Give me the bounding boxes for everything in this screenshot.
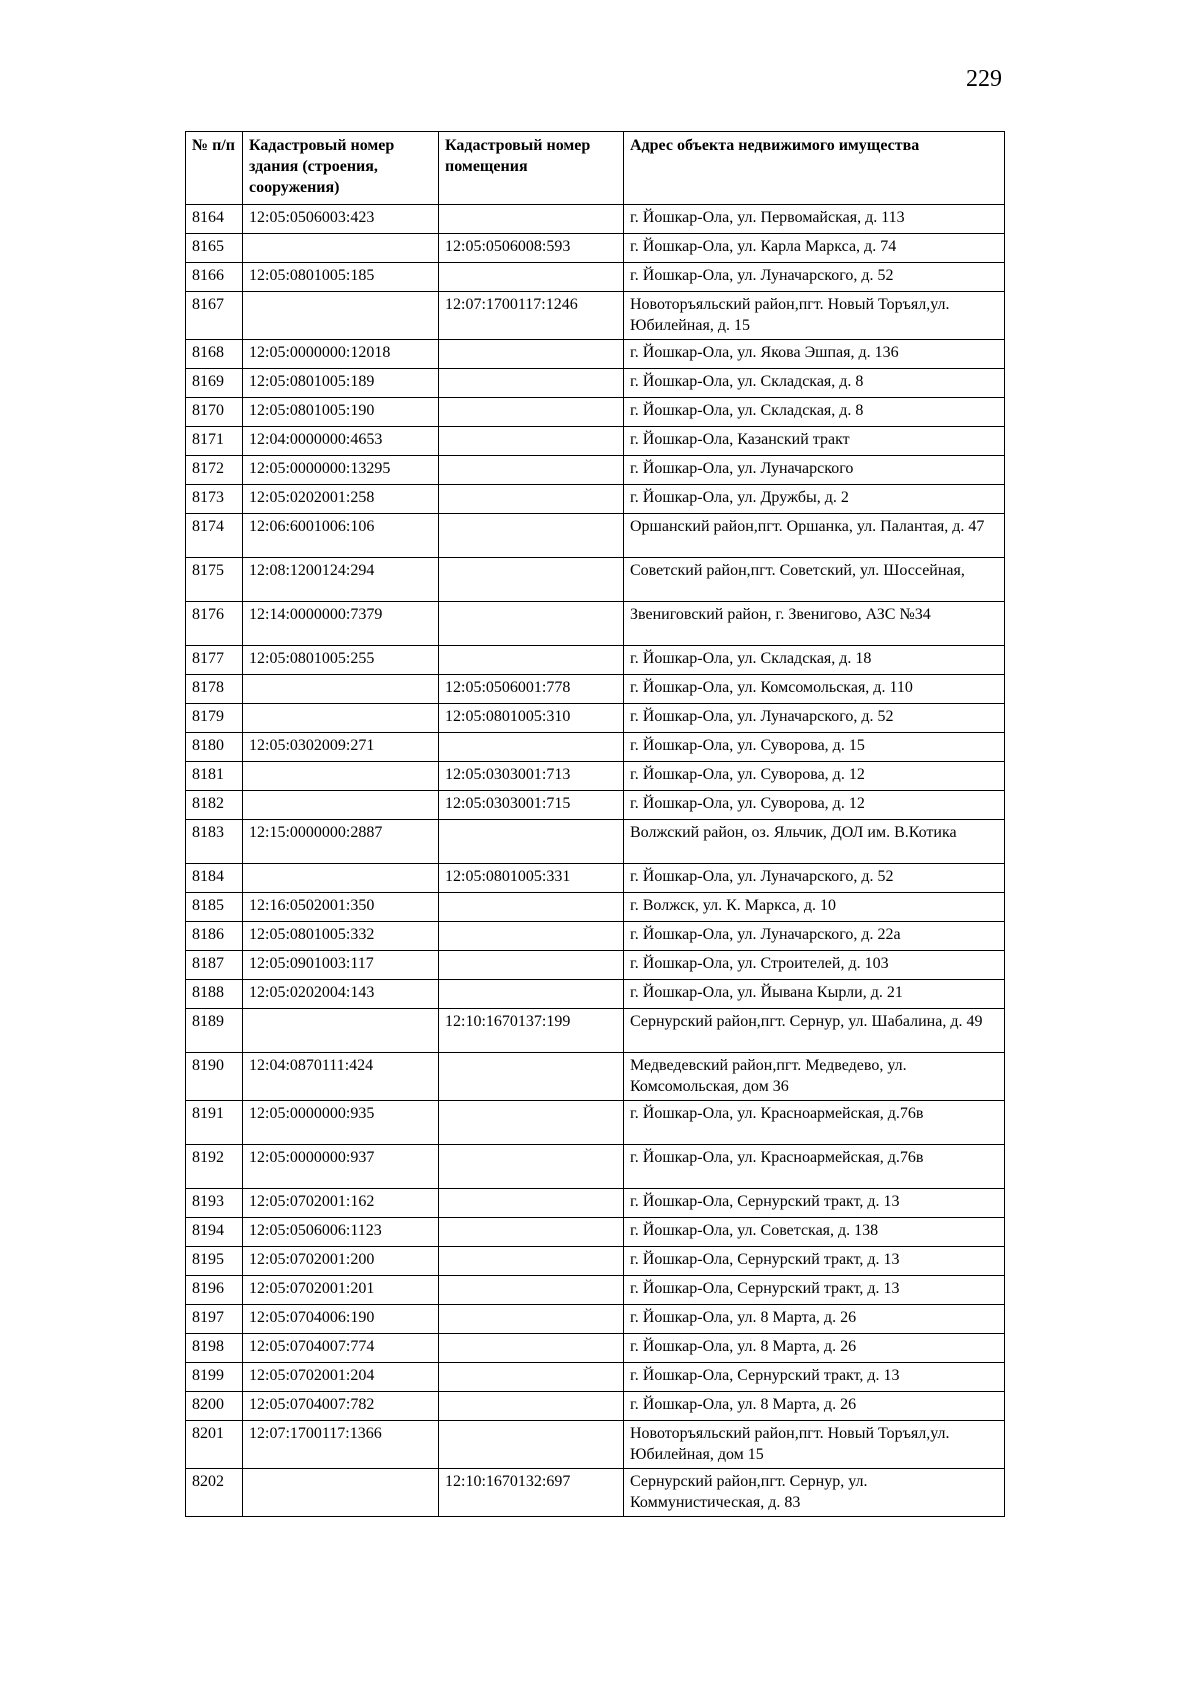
room-cadastral-number: [439, 1421, 624, 1469]
table-row: [186, 292, 1005, 340]
table-body: [186, 205, 1005, 1517]
room-cadastral-number: [439, 1189, 624, 1218]
row-number: 8164: [186, 205, 243, 234]
room-cadastral-number: [439, 733, 624, 762]
table-row: [186, 1276, 1005, 1305]
table-row: [186, 205, 1005, 234]
property-address: г. Йошкар-Ола, ул. Суворова, д. 15: [624, 733, 1005, 762]
property-address: Советский район,пгт. Советский, ул. Шоссейная,: [624, 558, 1005, 602]
building-cadastral-number: 12:08:1200124:294: [243, 558, 439, 602]
property-address: г. Йошкар-Ола, Сернурский тракт, д. 13: [624, 1363, 1005, 1392]
building-cadastral-number: 12:05:0704006:190: [243, 1305, 439, 1334]
page-number: 229: [966, 66, 1002, 92]
row-number: 8175: [186, 558, 243, 602]
building-cadastral-number: 12:04:0870111:424: [243, 1053, 439, 1101]
property-address: г. Йошкар-Ола, Казанский тракт: [624, 427, 1005, 456]
table-header-row: [186, 132, 1005, 205]
table-row: [186, 1305, 1005, 1334]
row-number: 8199: [186, 1363, 243, 1392]
property-address: г. Йошкар-Ола, ул. 8 Марта, д. 26: [624, 1305, 1005, 1334]
building-cadastral-number: 12:05:0801005:185: [243, 263, 439, 292]
table-row: [186, 922, 1005, 951]
row-number: 8182: [186, 791, 243, 820]
room-cadastral-number: [439, 980, 624, 1009]
table-row: [186, 675, 1005, 704]
room-cadastral-number: [439, 369, 624, 398]
room-cadastral-number: [439, 485, 624, 514]
room-cadastral-number: [439, 1247, 624, 1276]
building-cadastral-number: 12:07:1700117:1366: [243, 1421, 439, 1469]
building-cadastral-number: 12:05:0702001:204: [243, 1363, 439, 1392]
row-number: 8184: [186, 864, 243, 893]
building-cadastral-number: 12:05:0000000:935: [243, 1101, 439, 1145]
row-number: 8201: [186, 1421, 243, 1469]
building-cadastral-number: [243, 762, 439, 791]
table-row: [186, 456, 1005, 485]
building-cadastral-number: 12:05:0801005:255: [243, 646, 439, 675]
property-address: г. Йошкар-Ола, ул. Красноармейская, д.76в: [624, 1101, 1005, 1145]
room-cadastral-number: 12:10:1670132:697: [439, 1469, 624, 1517]
room-cadastral-number: 12:07:1700117:1246: [439, 292, 624, 340]
property-address: Новоторъяльский район,пгт. Новый Торъял,ул. Юбилейная, дом 15: [624, 1421, 1005, 1469]
property-address: г. Йошкар-Ола, ул. 8 Марта, д. 26: [624, 1334, 1005, 1363]
property-address: Сернурский район,пгт. Сернур, ул. Шабалина, д. 49: [624, 1009, 1005, 1053]
table-row: [186, 1145, 1005, 1189]
row-number: 8179: [186, 704, 243, 733]
property-address: г. Йошкар-Ола, ул. Луначарского, д. 22а: [624, 922, 1005, 951]
property-address: г. Йошкар-Ола, ул. Суворова, д. 12: [624, 762, 1005, 791]
building-cadastral-number: 12:14:0000000:7379: [243, 602, 439, 646]
property-address: г. Йошкар-Ола, ул. Строителей, д. 103: [624, 951, 1005, 980]
table-row: [186, 864, 1005, 893]
row-number: 8185: [186, 893, 243, 922]
property-address: г. Йошкар-Ола, ул. Первомайская, д. 113: [624, 205, 1005, 234]
building-cadastral-number: 12:05:0801005:332: [243, 922, 439, 951]
header-building-cadastral: Кадастровый номер здания (строения, сооружения): [243, 132, 439, 205]
building-cadastral-number: [243, 704, 439, 733]
room-cadastral-number: 12:05:0303001:713: [439, 762, 624, 791]
room-cadastral-number: [439, 1276, 624, 1305]
row-number: 8177: [186, 646, 243, 675]
property-address: г. Йошкар-Ола, ул. Карла Маркса, д. 74: [624, 234, 1005, 263]
row-number: 8173: [186, 485, 243, 514]
room-cadastral-number: 12:05:0506008:593: [439, 234, 624, 263]
row-number: 8183: [186, 820, 243, 864]
property-address: Сернурский район,пгт. Сернур, ул. Коммунистическая, д. 83: [624, 1469, 1005, 1517]
property-address: г. Йошкар-Ола, Сернурский тракт, д. 13: [624, 1189, 1005, 1218]
row-number: 8200: [186, 1392, 243, 1421]
table-row: [186, 602, 1005, 646]
row-number: 8174: [186, 514, 243, 558]
property-address: г. Йошкар-Ола, ул. Луначарского: [624, 456, 1005, 485]
property-address: Медведевский район,пгт. Медведево, ул. Комсомольская, дом 36: [624, 1053, 1005, 1101]
building-cadastral-number: [243, 234, 439, 263]
room-cadastral-number: [439, 922, 624, 951]
room-cadastral-number: [439, 1145, 624, 1189]
table-row: [186, 1421, 1005, 1469]
row-number: 8172: [186, 456, 243, 485]
table-row: [186, 646, 1005, 675]
table-row: [186, 1334, 1005, 1363]
row-number: 8202: [186, 1469, 243, 1517]
room-cadastral-number: [439, 558, 624, 602]
building-cadastral-number: [243, 791, 439, 820]
row-number: 8168: [186, 340, 243, 369]
row-number: 8178: [186, 675, 243, 704]
table-row: [186, 762, 1005, 791]
building-cadastral-number: 12:05:0000000:12018: [243, 340, 439, 369]
room-cadastral-number: [439, 893, 624, 922]
table-row: [186, 427, 1005, 456]
property-address: г. Йошкар-Ола, ул. Комсомольская, д. 110: [624, 675, 1005, 704]
property-address: г. Йошкар-Ола, ул. Складская, д. 18: [624, 646, 1005, 675]
room-cadastral-number: [439, 514, 624, 558]
table-row: [186, 369, 1005, 398]
room-cadastral-number: [439, 602, 624, 646]
building-cadastral-number: [243, 292, 439, 340]
room-cadastral-number: 12:10:1670137:199: [439, 1009, 624, 1053]
row-number: 8180: [186, 733, 243, 762]
row-number: 8198: [186, 1334, 243, 1363]
row-number: 8197: [186, 1305, 243, 1334]
property-address: г. Йошкар-Ола, Сернурский тракт, д. 13: [624, 1276, 1005, 1305]
table-row: [186, 234, 1005, 263]
row-number: 8169: [186, 369, 243, 398]
building-cadastral-number: 12:05:0702001:200: [243, 1247, 439, 1276]
table-row: [186, 514, 1005, 558]
table-row: [186, 263, 1005, 292]
table-row: [186, 485, 1005, 514]
property-address: г. Йошкар-Ола, ул. Советская, д. 138: [624, 1218, 1005, 1247]
building-cadastral-number: 12:15:0000000:2887: [243, 820, 439, 864]
building-cadastral-number: 12:05:0704007:782: [243, 1392, 439, 1421]
header-room-cadastral: Кадастровый номер помещения: [439, 132, 624, 205]
property-address: г. Йошкар-Ола, ул. Якова Эшпая, д. 136: [624, 340, 1005, 369]
room-cadastral-number: 12:05:0506001:778: [439, 675, 624, 704]
room-cadastral-number: [439, 427, 624, 456]
building-cadastral-number: 12:05:0000000:937: [243, 1145, 439, 1189]
building-cadastral-number: 12:05:0801005:189: [243, 369, 439, 398]
row-number: 8187: [186, 951, 243, 980]
building-cadastral-number: 12:05:0506003:423: [243, 205, 439, 234]
room-cadastral-number: [439, 1053, 624, 1101]
property-address: г. Йошкар-Ола, ул. Складская, д. 8: [624, 398, 1005, 427]
property-address: г. Йошкар-Ола, Сернурский тракт, д. 13: [624, 1247, 1005, 1276]
room-cadastral-number: [439, 1363, 624, 1392]
row-number: 8188: [186, 980, 243, 1009]
building-cadastral-number: 12:05:0702001:162: [243, 1189, 439, 1218]
building-cadastral-number: 12:05:0901003:117: [243, 951, 439, 980]
room-cadastral-number: [439, 646, 624, 675]
table-row: [186, 893, 1005, 922]
row-number: 8190: [186, 1053, 243, 1101]
building-cadastral-number: 12:05:0202001:258: [243, 485, 439, 514]
table-row: [186, 558, 1005, 602]
building-cadastral-number: 12:05:0302009:271: [243, 733, 439, 762]
header-address: Адрес объекта недвижимого имущества: [624, 132, 1005, 205]
room-cadastral-number: 12:05:0801005:331: [439, 864, 624, 893]
table-row: [186, 1469, 1005, 1517]
table-row: [186, 340, 1005, 369]
table-row: [186, 1101, 1005, 1145]
room-cadastral-number: [439, 398, 624, 427]
room-cadastral-number: [439, 951, 624, 980]
property-address: г. Йошкар-Ола, ул. Луначарского, д. 52: [624, 704, 1005, 733]
row-number: 8170: [186, 398, 243, 427]
property-address: Волжский район, оз. Яльчик, ДОЛ им. В.Котика: [624, 820, 1005, 864]
row-number: 8194: [186, 1218, 243, 1247]
property-address: г. Йошкар-Ола, ул. Красноармейская, д.76в: [624, 1145, 1005, 1189]
building-cadastral-number: 12:05:0702001:201: [243, 1276, 439, 1305]
building-cadastral-number: 12:16:0502001:350: [243, 893, 439, 922]
table-row: [186, 1247, 1005, 1276]
row-number: 8196: [186, 1276, 243, 1305]
row-number: 8193: [186, 1189, 243, 1218]
room-cadastral-number: 12:05:0801005:310: [439, 704, 624, 733]
table-row: [186, 733, 1005, 762]
table-row: [186, 704, 1005, 733]
table-row: [186, 791, 1005, 820]
table-row: [186, 951, 1005, 980]
row-number: 8165: [186, 234, 243, 263]
property-address: г. Йошкар-Ола, ул. Луначарского, д. 52: [624, 864, 1005, 893]
room-cadastral-number: [439, 1334, 624, 1363]
room-cadastral-number: [439, 456, 624, 485]
room-cadastral-number: [439, 1392, 624, 1421]
building-cadastral-number: 12:06:6001006:106: [243, 514, 439, 558]
building-cadastral-number: [243, 1469, 439, 1517]
property-address: Звениговский район, г. Звенигово, АЗС №34: [624, 602, 1005, 646]
room-cadastral-number: [439, 820, 624, 864]
row-number: 8189: [186, 1009, 243, 1053]
table-row: [186, 820, 1005, 864]
table-row: [186, 398, 1005, 427]
row-number: 8191: [186, 1101, 243, 1145]
row-number: 8171: [186, 427, 243, 456]
row-number: 8176: [186, 602, 243, 646]
row-number: 8181: [186, 762, 243, 791]
row-number: 8192: [186, 1145, 243, 1189]
building-cadastral-number: [243, 675, 439, 704]
property-address: г. Йошкар-Ола, ул. Луначарского, д. 52: [624, 263, 1005, 292]
row-number: 8167: [186, 292, 243, 340]
table-row: [186, 1053, 1005, 1101]
building-cadastral-number: 12:04:0000000:4653: [243, 427, 439, 456]
room-cadastral-number: 12:05:0303001:715: [439, 791, 624, 820]
room-cadastral-number: [439, 263, 624, 292]
building-cadastral-number: 12:05:0202004:143: [243, 980, 439, 1009]
property-address: г. Йошкар-Ола, ул. Суворова, д. 12: [624, 791, 1005, 820]
table-row: [186, 980, 1005, 1009]
building-cadastral-number: 12:05:0704007:774: [243, 1334, 439, 1363]
building-cadastral-number: 12:05:0801005:190: [243, 398, 439, 427]
property-address: г. Волжск, ул. К. Маркса, д. 10: [624, 893, 1005, 922]
property-address: Оршанский район,пгт. Оршанка, ул. Палантая, д. 47: [624, 514, 1005, 558]
property-registry-table: [185, 131, 1005, 1517]
table-row: [186, 1189, 1005, 1218]
building-cadastral-number: [243, 1009, 439, 1053]
table-row: [186, 1218, 1005, 1247]
property-address: г. Йошкар-Ола, ул. Дружбы, д. 2: [624, 485, 1005, 514]
table-row: [186, 1009, 1005, 1053]
building-cadastral-number: 12:05:0506006:1123: [243, 1218, 439, 1247]
table-row: [186, 1363, 1005, 1392]
row-number: 8166: [186, 263, 243, 292]
row-number: 8186: [186, 922, 243, 951]
table-row: [186, 1392, 1005, 1421]
building-cadastral-number: [243, 864, 439, 893]
row-number: 8195: [186, 1247, 243, 1276]
property-address: Новоторъяльский район,пгт. Новый Торъял,ул. Юбилейная, д. 15: [624, 292, 1005, 340]
building-cadastral-number: 12:05:0000000:13295: [243, 456, 439, 485]
room-cadastral-number: [439, 1218, 624, 1247]
property-address: г. Йошкар-Ола, ул. Йывана Кырли, д. 21: [624, 980, 1005, 1009]
room-cadastral-number: [439, 205, 624, 234]
room-cadastral-number: [439, 340, 624, 369]
room-cadastral-number: [439, 1101, 624, 1145]
property-address: г. Йошкар-Ола, ул. 8 Марта, д. 26: [624, 1392, 1005, 1421]
header-number: № п/п: [186, 132, 243, 205]
property-address: г. Йошкар-Ола, ул. Складская, д. 8: [624, 369, 1005, 398]
room-cadastral-number: [439, 1305, 624, 1334]
